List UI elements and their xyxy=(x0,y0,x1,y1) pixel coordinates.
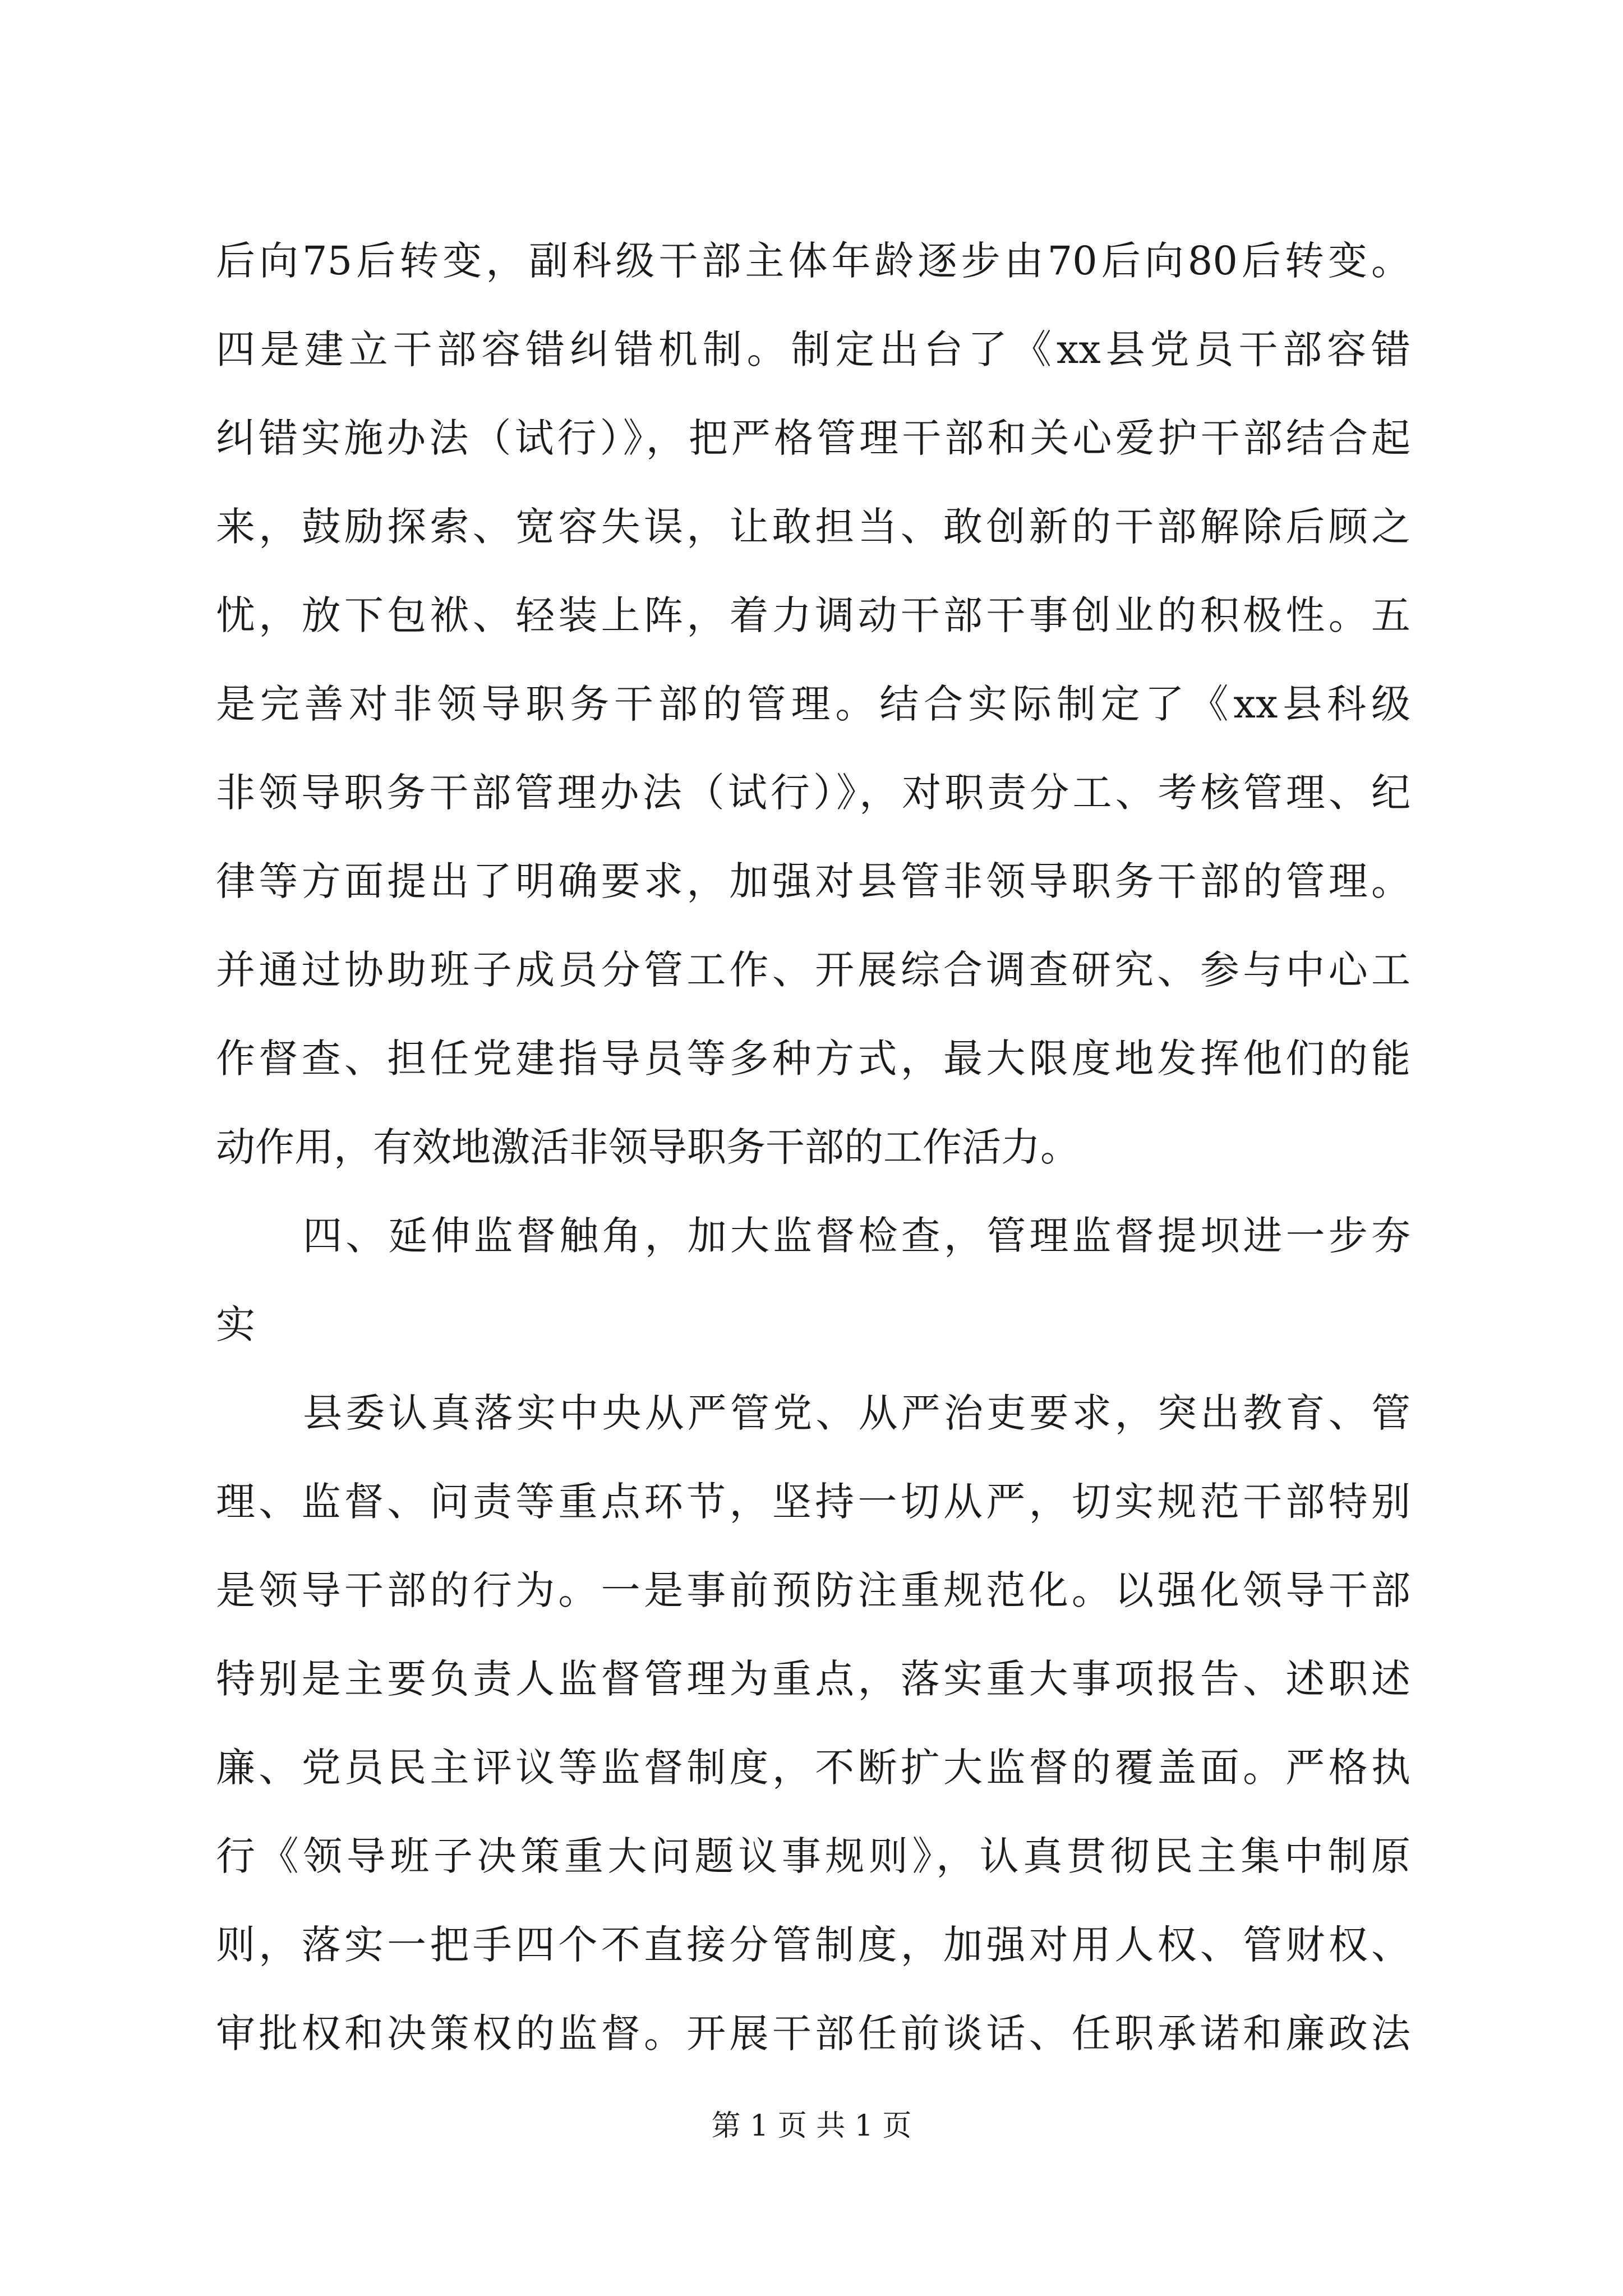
text-line: 行《领导班子决策重大问题议事规则》，认真贯彻民主集中制原 xyxy=(216,1833,1410,1879)
text-line: 动作用，有效地激活非领导职务干部的工作活力。 xyxy=(216,1124,1080,1170)
text-line: 并通过协助班子成员分管工作、开展综合调查研究、参与中心工 xyxy=(216,947,1410,993)
text-line: 特别是主要负责人监督管理为重点，落实重大事项报告、述职述 xyxy=(216,1656,1410,1702)
section-heading: 四、延伸监督触角，加大监督检查，管理监督提坝进一步夯 xyxy=(303,1213,1410,1259)
text-line: 来，鼓励探索、宽容失误，让敢担当、敢创新的干部解除后顾之 xyxy=(216,504,1410,550)
text-line: 廉、党员民主评议等监督制度，不断扩大监督的覆盖面。严格执 xyxy=(216,1745,1410,1791)
text-line: 非领导职务干部管理办法（试行）》，对职责分工、考核管理、纪 xyxy=(216,770,1410,816)
text-line: 则，落实一把手四个不直接分管制度，加强对用人权、管财权、 xyxy=(216,1922,1410,1968)
text-line: 纠错实施办法（试行）》，把严格管理干部和关心爱护干部结合起 xyxy=(216,415,1410,461)
text-line: 四是建立干部容错纠错机制。制定出台了《xx县党员干部容错 xyxy=(216,326,1410,372)
text-line: 是领导干部的行为。一是事前预防注重规范化。以强化领导干部 xyxy=(216,1567,1410,1613)
page-number-label: 第 1 页 共 1 页 xyxy=(711,2109,912,2143)
text-line: 理、监督、问责等重点环节，坚持一切从严，切实规范干部特别 xyxy=(216,1479,1410,1525)
text-line: 是完善对非领导职务干部的管理。结合实际制定了《xx县科级 xyxy=(216,681,1410,727)
body-text xyxy=(216,217,1410,2078)
section-heading-continued: 实 xyxy=(216,1301,255,1347)
text-line: 忧，放下包袱、轻装上阵，着力调动干部干事创业的积极性。五 xyxy=(216,592,1410,638)
text-line: 后向75后转变，副科级干部主体年龄逐步由70后向80后转变。 xyxy=(216,238,1410,284)
page-footer xyxy=(0,2106,1623,2146)
text-line: 律等方面提出了明确要求，加强对县管非领导职务干部的管理。 xyxy=(216,858,1410,904)
text-line: 县委认真落实中央从严管党、从严治吏要求，突出教育、管 xyxy=(303,1390,1410,1436)
text-line: 审批权和决策权的监督。开展干部任前谈话、任职承诺和廉政法 xyxy=(216,2010,1410,2056)
text-line: 作督查、担任党建指导员等多种方式，最大限度地发挥他们的能 xyxy=(216,1036,1410,1082)
